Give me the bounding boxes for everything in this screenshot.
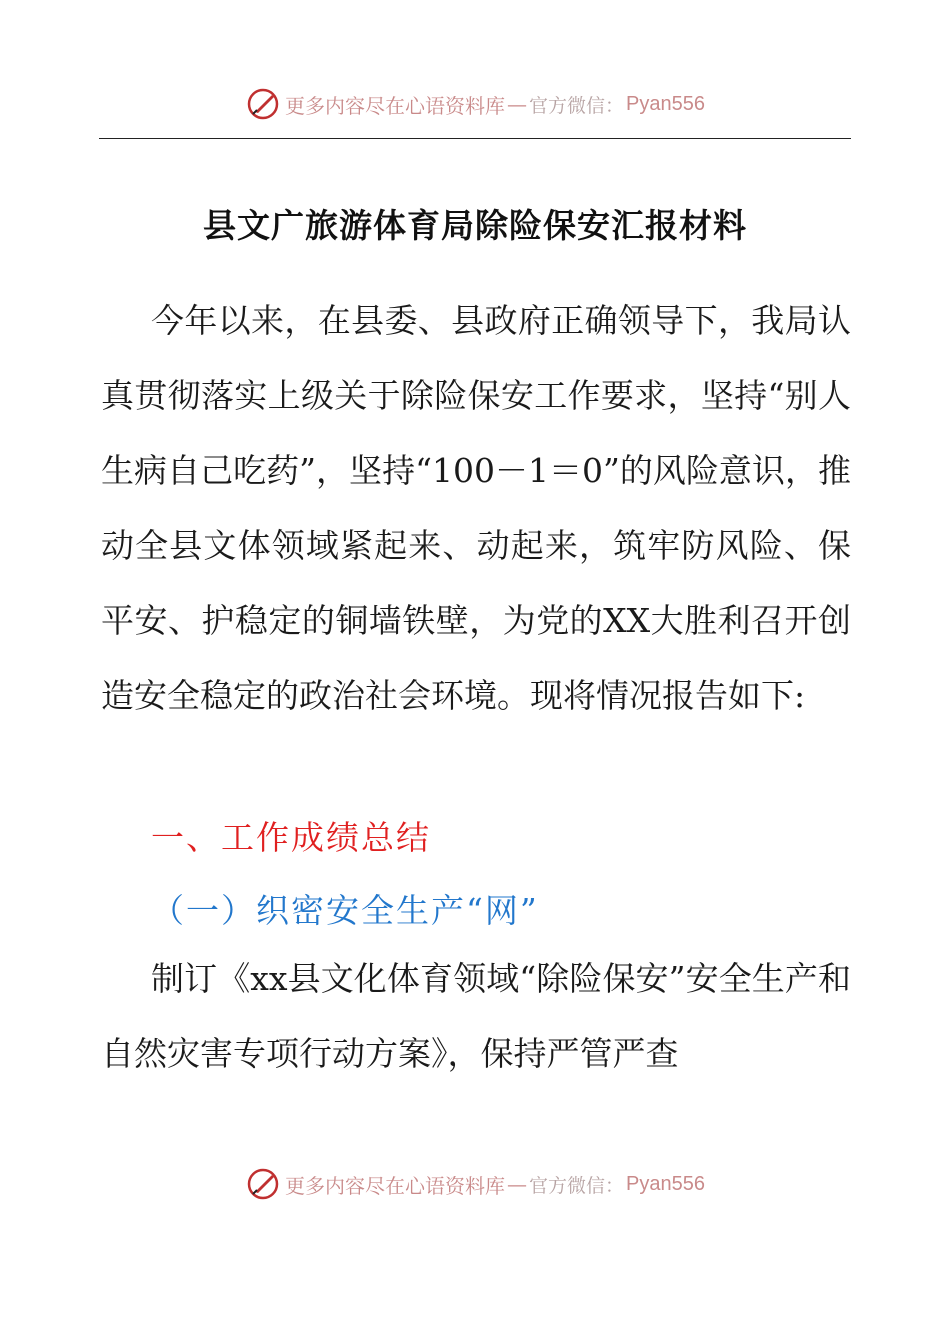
watermark-wechat-label: 官方微信： [529, 1174, 625, 1197]
quill-logo-icon [245, 86, 281, 122]
body-paragraph-2: 制订《xx县文化体育领域“除险保安”安全生产和自然灾害专项行动方案》，保持严管严查 [101, 959, 851, 1073]
watermark-separator: — [507, 1172, 527, 1196]
watermark-wechat-id: Pyan556 [626, 92, 705, 115]
watermark-wechat-label: 官方微信： [529, 94, 625, 117]
footer-watermark [0, 1162, 950, 1206]
watermark-text: 更多内容尽在心语资料库 [285, 1173, 505, 1198]
quill-logo-icon [245, 1166, 281, 1202]
intro-paragraph: 今年以来，在县委、县政府正确领导下，我局认真贯彻落实上级关于除险保安工作要求，坚持“别人生病自己吃药”，坚持“100－1＝0”的风险意识，推动全县文体领域紧起来、动起来，筑牢防风险、保平安、护稳定的铜墙铁壁，为党的XX大胜利召开创造安全稳定的政治社会环境。现将情况报告如下: [101, 301, 851, 715]
watermark-separator: — [507, 92, 527, 116]
subsection-heading-1: （一）织密安全生产“网” [151, 891, 539, 930]
header-watermark [0, 82, 950, 126]
watermark-text: 更多内容尽在心语资料库 [285, 93, 505, 118]
watermark-wechat-id: Pyan556 [626, 1172, 705, 1195]
header-divider [99, 138, 851, 139]
document-title: 县文广旅游体育局除险保安汇报材料 [203, 206, 747, 245]
section-heading-1: 一、工作成绩总结 [151, 818, 431, 857]
